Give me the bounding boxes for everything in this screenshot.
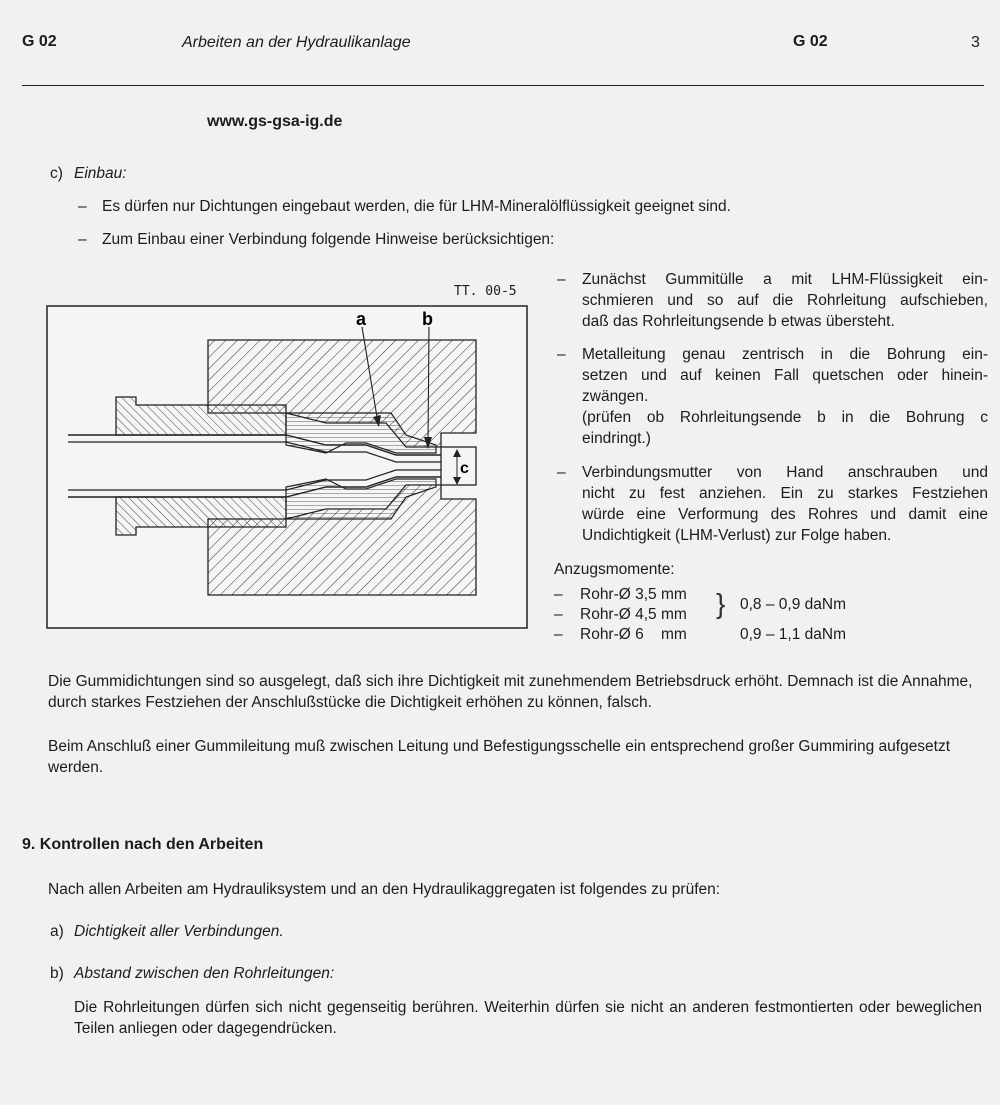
instruction-1: [582, 269, 988, 332]
bullet-dash: –: [557, 464, 566, 481]
torque-value: 0,8 – 0,9 daNm: [740, 596, 846, 613]
item-a-label: a): [50, 923, 64, 940]
instruction-line: (prüfen ob Rohrleitungsende b in die Bohrung c: [582, 409, 988, 426]
header-rule: [22, 85, 984, 86]
section-c-label: c): [50, 165, 63, 182]
instruction-line: Undichtigkeit (LHM-Verlust) zur Folge haben.: [582, 527, 892, 544]
item-b-title: Abstand zwischen den Rohrleitungen:: [74, 965, 335, 982]
label-c: c: [460, 460, 469, 477]
section-9-heading: 9. Kontrollen nach den Arbeiten: [22, 836, 264, 853]
instruction-line: Zunächst Gummitülle a mit LHM-Flüssigkeit ein-: [582, 271, 988, 288]
item-b-label: b): [50, 965, 64, 982]
item-b-text: Die Rohrleitungen dürfen sich nicht gegenseitig berühren. Weiterhin dürfen sie nicht an anderen festmontierten oder beweglichen Teilen anliegen oder dagegendrücken.: [74, 999, 982, 1037]
section-c-title: Einbau:: [74, 165, 127, 182]
paragraph-rubber-ring: Beim Anschluß einer Gummileitung muß zwischen Leitung und Befestigungsschelle ein entsprechend großer Gummiring aufgesetzt werden.: [48, 738, 951, 776]
label-b: b: [422, 309, 433, 329]
instruction-line: würde eine Verformung des Rohres und damit eine: [582, 506, 988, 523]
bullet-dash: –: [557, 271, 566, 288]
bullet-dash: –: [554, 586, 563, 603]
paragraph-seals: Die Gummidichtungen sind so ausgelegt, daß sich ihre Dichtigkeit mit zunehmendem Betriebsdruck erhöht. Demnach ist die Annahme, durch starkes Festziehen der Anschlußstücke die Dichtigkeit erhöhen zu können, falsch.: [48, 673, 973, 711]
instruction-line: setzen und auf keinen Fall quetschen oder hinein-: [582, 367, 988, 384]
instruction-line: daß das Rohrleitungsende b etwas übersteht.: [582, 313, 895, 330]
header-title: Arbeiten an der Hydraulikanlage: [182, 34, 411, 51]
website-url: www.gs-gsa-ig.de: [207, 113, 343, 130]
bullet-dash: –: [78, 231, 87, 248]
section-9-intro: Nach allen Arbeiten am Hydrauliksystem und an den Hydraulikaggregaten ist folgendes zu prüfen:: [48, 881, 721, 898]
brace-icon: }: [716, 588, 726, 619]
torque-pipe: Rohr-Ø 4,5 mm: [580, 606, 687, 623]
bullet-dash: –: [554, 626, 563, 643]
bullet-text-2: Zum Einbau einer Verbindung folgende Hinweise berücksichtigen:: [102, 231, 555, 248]
torque-pipe: Rohr-Ø 3,5 mm: [580, 586, 687, 603]
instruction-line: schmieren und so auf die Rohrleitung aufschieben,: [582, 292, 988, 309]
bullet-dash: –: [554, 606, 563, 623]
instruction-list: [557, 269, 988, 559]
instruction-line: zwängen.: [582, 388, 649, 405]
page-number: 3: [971, 34, 980, 51]
instruction-2: [582, 344, 988, 449]
torque-pipe: Rohr-Ø 6 mm: [580, 626, 687, 643]
pipe-fitting-diagram: [46, 305, 528, 629]
header-code-left: G 02: [22, 33, 57, 50]
torque-value: 0,9 – 1,1 daNm: [740, 626, 846, 643]
figure-code: TT. 00-5: [454, 284, 517, 299]
header-code-right: G 02: [793, 33, 828, 50]
instruction-line: nicht zu fest anziehen. Ein zu starkes Festziehen: [582, 485, 988, 502]
torque-table: [554, 585, 846, 645]
label-a: a: [356, 309, 367, 329]
bullet-text-1: Es dürfen nur Dichtungen eingebaut werden, die für LHM-Mineralölflüssigkeit geeignet sind.: [102, 198, 731, 215]
instruction-line: Verbindungsmutter von Hand anschrauben und: [582, 464, 988, 481]
instruction-3: [582, 462, 988, 546]
torque-title: Anzugsmomente:: [554, 561, 675, 578]
bullet-dash: –: [78, 198, 87, 215]
instruction-line: eindringt.): [582, 430, 651, 447]
bullet-dash: –: [557, 346, 566, 363]
item-a-text: Dichtigkeit aller Verbindungen.: [74, 923, 284, 940]
instruction-line: Metalleitung genau zentrisch in die Bohrung ein-: [582, 346, 988, 363]
